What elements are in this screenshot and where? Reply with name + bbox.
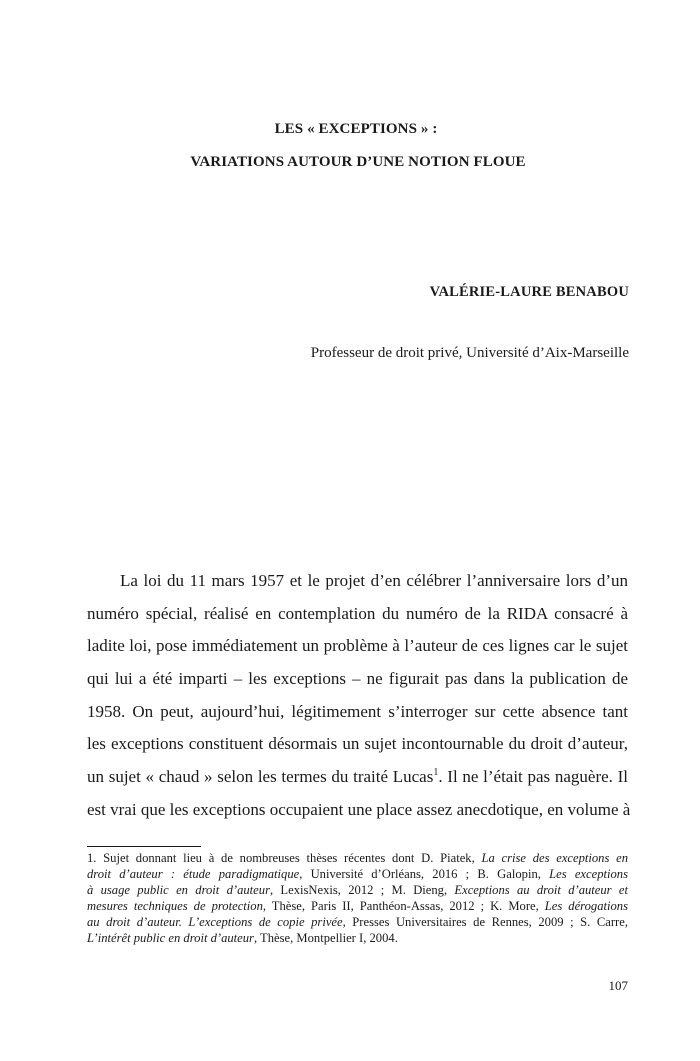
footnote-text: 1. Sujet donnant lieu à de nombreuses thèses récentes dont D. Piatek,	[87, 851, 482, 865]
footnote-italic: Exceptions au droit d’auteur et	[454, 883, 628, 897]
page-number: 107	[608, 978, 628, 993]
body-line: numéro spécial, réalisé en contemplation du numéro de la RIDA consacré à	[87, 603, 628, 623]
footnote-italic: Les exceptions	[549, 867, 628, 881]
body-line: qui lui a été imparti – les exceptions – ne figurait pas dans la publication de	[87, 669, 628, 689]
footnote-italic: La crise des exceptions en	[481, 851, 628, 865]
footnote-line	[87, 930, 628, 946]
author-name: VALÉRIE-LAURE BENABOU	[429, 284, 629, 300]
body-line-text: . Il ne l’était pas naguère. Il	[438, 767, 628, 787]
body-line	[87, 761, 628, 794]
footnote-italic: droit d’auteur : étude paradigmatique	[87, 867, 300, 881]
footnote-italic: Les dérogations	[544, 899, 628, 913]
footnote-line	[87, 882, 628, 898]
footnote-text: , Thèse, Montpellier I, 2004.	[253, 931, 398, 945]
body-line-text: un sujet « chaud » selon les termes du traité Lucas	[87, 767, 434, 787]
footnote-line	[87, 914, 628, 930]
footnote-text: Presses Universitaires de Rennes, 2009 ; S. Carre,	[345, 915, 628, 929]
footnote-text: , Thèse, Paris II, Panthéon-Assas, 2012 ; K. More,	[262, 899, 545, 913]
footnote-text: , Université d’Orléans, 2016 ; B. Galopin,	[299, 867, 550, 881]
footnote-italic: mesures techniques de protection	[87, 899, 263, 913]
footnote-text: , LexisNexis, 2012 ; M. Dieng,	[269, 883, 455, 897]
body-line: est vrai que les exceptions occupaient une place assez anecdotique, en volume à	[87, 799, 631, 819]
footnote	[87, 850, 628, 946]
body-line: 1958. On peut, aujourd’hui, légitimement s’interroger sur cette absence tant	[87, 701, 628, 721]
footnote-reference[interactable]: 1	[433, 767, 439, 779]
footnote-line	[87, 850, 628, 866]
footnote-line	[87, 866, 628, 882]
title-line-1: LES « EXCEPTIONS » :	[274, 121, 438, 137]
footnote-italic: L’intérêt public en droit d’auteur	[87, 931, 254, 945]
title-line-2: VARIATIONS AUTOUR D’UNE NOTION FLOUE	[190, 154, 526, 170]
footnote-line	[87, 898, 628, 914]
footnote-italic: au droit d’auteur. L’exceptions de copie privée,	[87, 915, 346, 929]
body-line: ladite loi, pose immédiatement un problème à l’auteur de ces lignes car le sujet	[87, 636, 628, 656]
footnote-italic: à usage public en droit d’auteur	[87, 883, 270, 897]
body-paragraph	[87, 565, 631, 827]
author-affiliation: Professeur de droit privé, Université d’Aix-Marseille	[310, 345, 629, 361]
body-line: La loi du 11 mars 1957 et le projet d’en célébrer l’anniversaire lors d’un	[120, 571, 628, 590]
footnote-divider	[87, 846, 201, 847]
body-line: les exceptions constituent désormais un sujet incontournable du droit d’auteur,	[87, 734, 628, 754]
